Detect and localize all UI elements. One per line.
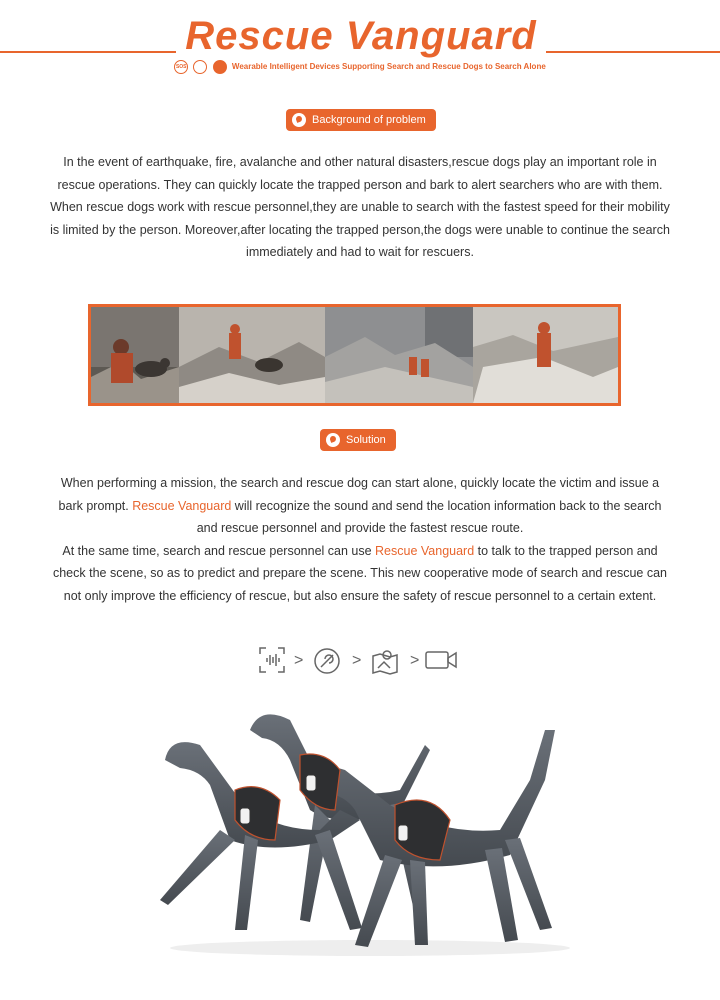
rescue-dogs-illustration xyxy=(140,690,600,960)
process-icon-row xyxy=(256,646,466,678)
section-label-text: Solution xyxy=(346,434,386,446)
voice-scan-icon xyxy=(258,646,286,679)
section-label-text: Background of problem xyxy=(312,114,426,126)
header xyxy=(0,14,720,64)
solution-paragraph-1 xyxy=(50,472,670,540)
location-pin-icon xyxy=(213,60,227,74)
process-separator: > xyxy=(352,652,362,669)
problem-paragraph-2: When rescue dogs work with rescue personnel,they are unable to search with the fastest speed for their mobility is limited by the person. Moreover,after locating the trapped person,the dogs were unable to continue the search immediately and had to wait for rescuers. xyxy=(50,200,670,259)
page-title: Rescue Vanguard xyxy=(185,14,537,58)
process-separator: > xyxy=(410,652,420,669)
rescue-photo-1 xyxy=(91,307,179,403)
rescue-photo-3 xyxy=(325,307,473,403)
process-separator: > xyxy=(294,652,304,669)
map-route-icon xyxy=(370,646,400,681)
problem-paragraph-1: In the event of earthquake, fire, avalanche and other natural disasters,rescue dogs play an important role in rescue operations. They can quickly locate the trapped person and bark to alert searchers who are with them. xyxy=(57,155,663,192)
subtitle: Wearable Intelligent Devices Supporting Search and Rescue Dogs to Search Alone xyxy=(231,62,546,72)
section-label-solution xyxy=(320,429,396,451)
rescue-photo-strip xyxy=(88,304,621,406)
location-search-icon xyxy=(312,646,342,681)
subtitle-row xyxy=(0,60,720,74)
sos-badge-icon: SOS xyxy=(174,60,188,74)
video-camera-icon xyxy=(424,646,458,679)
rescue-team-icon xyxy=(193,60,207,74)
brand-highlight: Rescue Vanguard xyxy=(132,498,232,513)
title-rule-left xyxy=(0,51,176,53)
solution-p2-text-b: to talk to the trapped person and check the scene, so as to predict and prepare the scene. This new cooperative mode of search and rescue can not only improve the efficiency of rescue, but also ensure the safety of rescue personnel to a certain extent. xyxy=(52,543,668,603)
solution-p1-text-a: When performing a mission, the search and rescue dog can start alone, quickly locate the victim and issue a bark prompt. xyxy=(58,476,660,513)
brand-highlight: Rescue Vanguard xyxy=(375,543,475,558)
title-rule-right xyxy=(546,51,720,53)
rescue-photo-4 xyxy=(473,307,618,403)
problem-text xyxy=(50,151,670,264)
pin-bubble-icon xyxy=(292,113,306,127)
solution-paragraph-2 xyxy=(50,540,670,608)
pin-bubble-icon xyxy=(326,433,340,447)
solution-text xyxy=(50,472,670,607)
section-label-problem xyxy=(286,109,436,131)
solution-p2-text-a: At the same time, search and rescue personnel can use xyxy=(62,543,376,558)
rescue-photo-2 xyxy=(179,307,325,403)
solution-p1-text-b: will recognize the sound and send the location information back to the search and rescue personnel and provide the fastest rescue route. xyxy=(196,498,662,535)
